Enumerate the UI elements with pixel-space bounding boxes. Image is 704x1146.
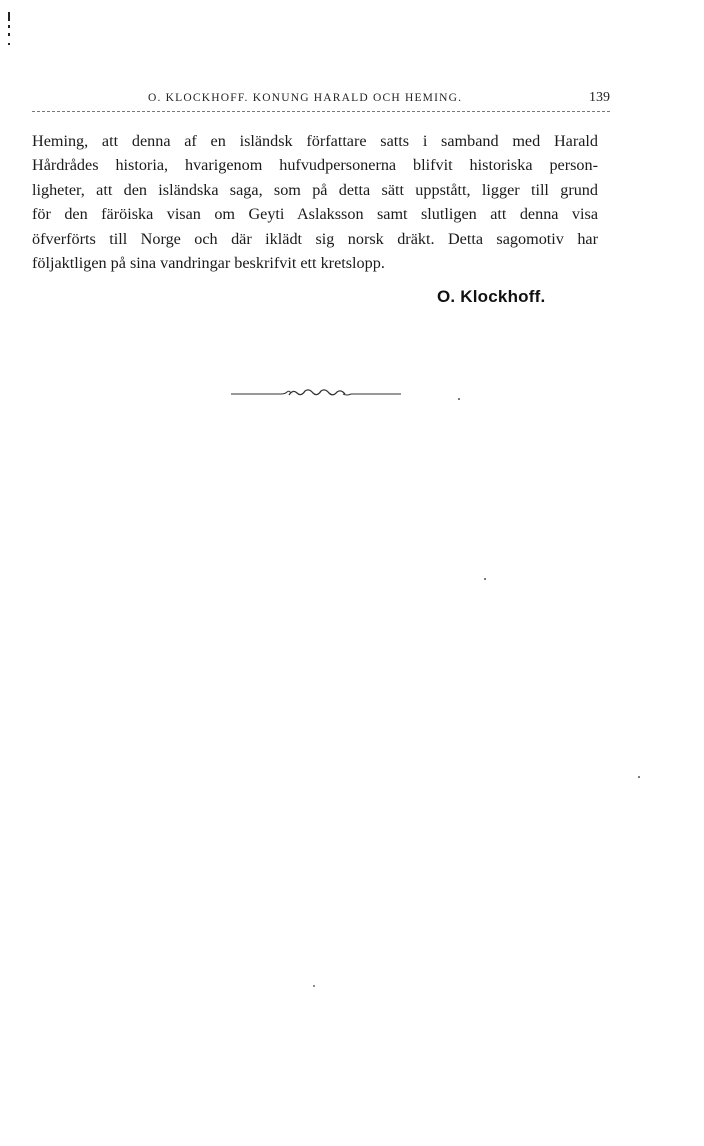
page-number: 139 — [589, 90, 610, 105]
body-line: för den färöiska visan om Geyti Aslaksson samt slutligen att denna visa — [32, 205, 598, 224]
author-signature: O. Klockhoff. — [437, 287, 546, 306]
running-head — [32, 92, 610, 112]
tailpiece-ornament-icon — [231, 386, 401, 400]
body-line: öfverförts till Norge och där iklädt sig norsk dräkt. Detta sagomotiv har — [32, 229, 598, 248]
paper-speck — [313, 985, 315, 987]
paper-speck — [484, 578, 486, 580]
margin-marks — [8, 12, 12, 52]
paper-speck — [638, 776, 640, 778]
body-line: Heming, att denna af en isländsk författare satts i samband med Harald — [32, 132, 598, 150]
body-line: Hårdrådes historia, hvarigenom hufvudpersonerna blifvit historiska person- — [32, 156, 598, 175]
header-rule — [32, 111, 610, 112]
paper-speck — [458, 398, 460, 400]
body-line: följaktligen på sina vandringar beskrifvit ett kretslopp. — [32, 253, 385, 272]
body-paragraph — [32, 129, 598, 275]
body-line: ligheter, att den isländska saga, som på detta sätt uppstått, ligger till grund — [32, 180, 598, 199]
running-head-title: O. KLOCKHOFF. KONUNG HARALD OCH HEMING. — [148, 92, 463, 104]
